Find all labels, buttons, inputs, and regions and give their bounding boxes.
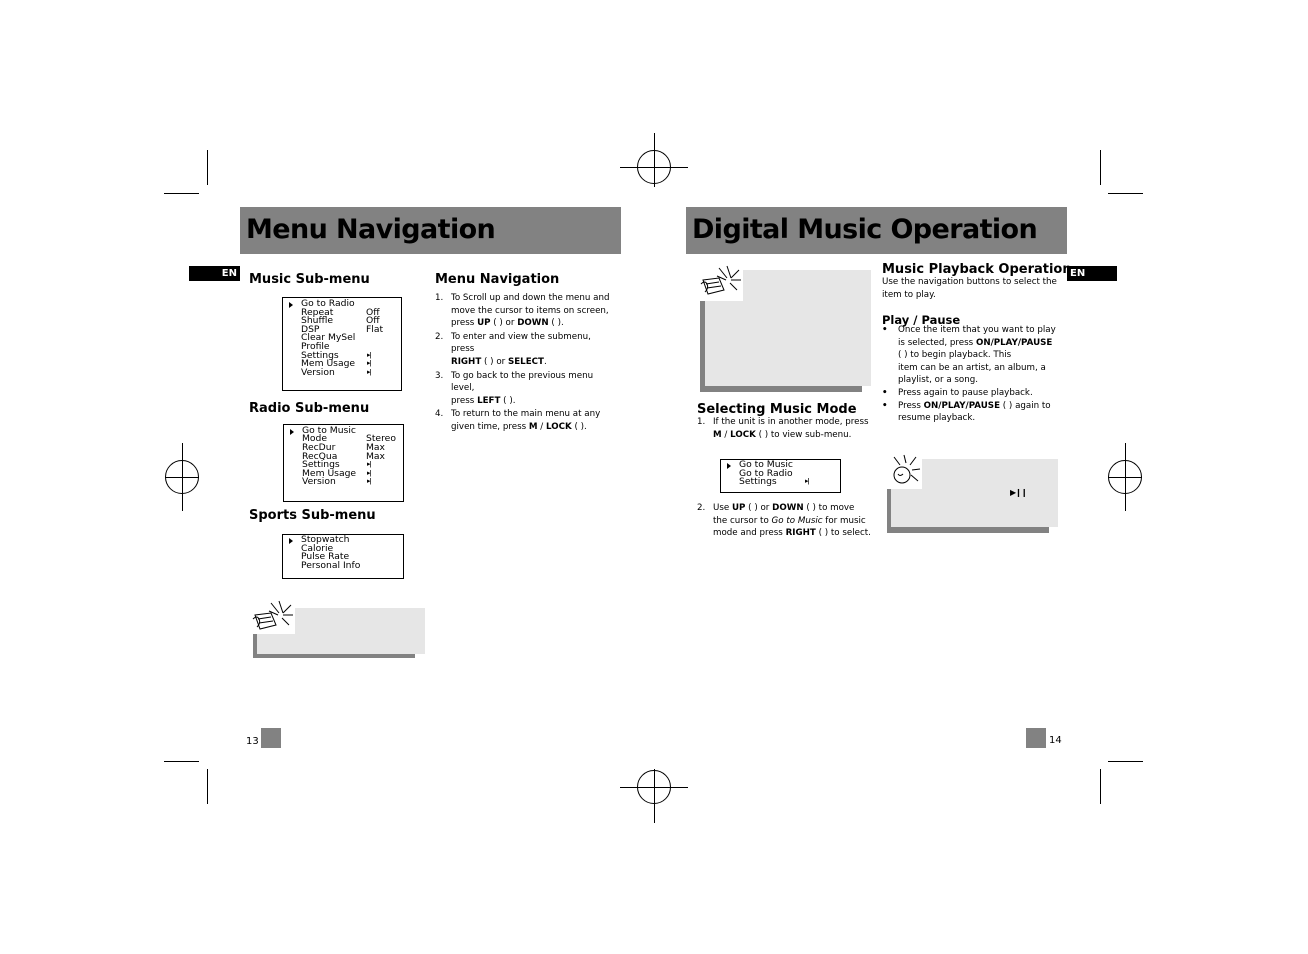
left-title-bar <box>240 207 621 254</box>
lcd-value: Stereo <box>366 433 396 444</box>
step-number: 1. <box>435 293 444 303</box>
bullet-text: item can be an artist, an album, a <box>898 362 1046 373</box>
key-down: DOWN <box>772 503 804 513</box>
lcd-row: Clear MySel <box>301 332 356 343</box>
sports-submenu-heading: Sports Sub-menu <box>249 508 376 523</box>
cursor-arrow-icon <box>289 538 293 544</box>
step-text: / <box>537 421 546 432</box>
bullet-item <box>882 324 1060 387</box>
lcd-row: Settings <box>739 476 777 487</box>
lcd-row: Shuffle <box>301 315 334 326</box>
crop-mark <box>1100 150 1101 185</box>
lcd-row: Settings <box>302 459 340 470</box>
step-text: To return to the main menu at any <box>451 409 601 420</box>
step-number: 2. <box>435 331 444 342</box>
submenu-arrow-icon: ▸ǀ <box>367 368 371 376</box>
bullet-mark: • <box>882 325 888 335</box>
key-select: SELECT <box>507 356 544 367</box>
key-on-play-pause: ON/PLAY/PAUSE <box>975 337 1053 348</box>
lcd-value: Off <box>366 307 380 318</box>
step-text: ( ). <box>571 421 587 432</box>
bullet-text: resume playback. <box>898 413 976 424</box>
lcd-row: Stopwatch <box>301 534 350 545</box>
cursor-arrow-icon <box>290 429 294 435</box>
cursor-arrow-icon <box>727 463 731 469</box>
step-item <box>435 292 615 330</box>
lcd-row: Pulse Rate <box>301 551 350 562</box>
step-text: / <box>721 429 731 440</box>
play-pause-heading: Play / Pause <box>882 313 961 327</box>
lcd-row: Settings <box>301 350 339 361</box>
radio-submenu-lcd <box>283 424 404 502</box>
key-m: M <box>528 421 538 432</box>
tip-box-right-top <box>697 264 873 392</box>
bullet-text: is selected, press <box>898 337 976 348</box>
submenu-arrow-icon: ▸ǀ <box>367 359 371 367</box>
page-title-left: Menu Navigation <box>246 214 496 245</box>
crop-mark <box>1108 761 1143 762</box>
bullet-item <box>882 387 1060 400</box>
crop-mark <box>164 761 199 762</box>
step-text: given time, press <box>451 421 529 432</box>
step-text: ( ) to move <box>803 503 855 513</box>
submenu-arrow-icon: ▸ǀ <box>367 469 371 477</box>
key-lock: LOCK <box>730 429 756 440</box>
lcd-row: Mode <box>302 433 328 444</box>
tip-box-left <box>249 599 425 659</box>
bullet-text: ( ) to begin playback. This <box>898 350 1012 361</box>
step-text: Use <box>713 503 732 513</box>
lcd-value: Off <box>366 315 380 326</box>
bullet-item <box>882 400 1060 425</box>
registration-mark-v <box>654 133 655 187</box>
step-item <box>697 502 873 540</box>
page-number-left: 13 <box>246 736 259 747</box>
note-icon <box>697 264 743 301</box>
step-number: 1. <box>697 417 706 427</box>
selecting-music-heading: Selecting Music Mode <box>697 402 857 417</box>
key-on-play-pause: ON/PLAY/PAUSE <box>923 400 1000 411</box>
step-text: ( ) or <box>490 318 518 329</box>
submenu-arrow-icon: ▸ǀ <box>367 351 371 359</box>
bullet-text: Press again to pause playback. <box>898 387 1033 398</box>
step-text: ( ) to select. <box>815 528 871 539</box>
step-item <box>435 331 615 369</box>
step-item <box>435 408 615 433</box>
lcd-row: RecDur <box>302 442 336 453</box>
step-text: press <box>451 395 478 406</box>
intro-text: Use the navigation buttons to select the <box>882 277 1057 287</box>
bullet-text: ( ) again to <box>1000 400 1051 411</box>
music-submenu-lcd <box>282 297 402 391</box>
lcd-row: Profile <box>301 341 330 352</box>
tip-icon <box>884 453 922 489</box>
lcd-row: Mem Usage <box>301 358 356 369</box>
playback-intro <box>882 276 1062 301</box>
submenu-arrow-icon: ▸ǀ <box>367 460 371 468</box>
lcd-row: Mem Usage <box>302 468 357 479</box>
key-up: UP <box>477 318 491 329</box>
step-item <box>697 416 873 441</box>
lcd-row: Go to Radio <box>301 298 355 309</box>
cursor-arrow-icon <box>289 302 293 308</box>
tip-box-right-bottom <box>884 453 1060 535</box>
radio-submenu-heading: Radio Sub-menu <box>249 401 370 416</box>
lcd-row: Calorie <box>301 543 334 554</box>
lcd-row: Version <box>301 367 335 378</box>
playback-heading: Music Playback Operation <box>882 262 1072 277</box>
step-number: 2. <box>697 503 706 513</box>
crop-mark <box>1100 769 1101 804</box>
step-number: 3. <box>435 370 444 381</box>
lcd-value: Max <box>366 442 385 453</box>
step-text: . <box>543 356 547 367</box>
bullet-mark: • <box>882 400 888 411</box>
step-text: ( ). <box>548 318 564 329</box>
registration-mark-v <box>654 769 655 823</box>
step-text: If the unit is in another mode, press <box>713 417 869 427</box>
submenu-arrow-icon: ▸ǀ <box>367 477 371 485</box>
submenu-arrow-icon: ▸ǀ <box>805 477 809 485</box>
menu-navigation-heading: Menu Navigation <box>435 272 560 287</box>
page-number-right: 14 <box>1049 735 1062 746</box>
bullet-mark: • <box>882 387 888 398</box>
bullet-text: playlist, or a song. <box>898 375 979 386</box>
step-text: ( ) or <box>481 356 508 367</box>
music-submenu-heading: Music Sub-menu <box>249 272 370 287</box>
sports-submenu-lcd <box>282 534 404 579</box>
lcd-row: DSP <box>301 324 320 335</box>
step-text-italic: Go to Music <box>771 515 823 526</box>
intro-text: item to play. <box>882 289 936 300</box>
bullet-text: Once the item that you want to play <box>898 325 1056 335</box>
lcd-row: Go to Music <box>302 425 356 436</box>
page-marker-left <box>261 728 281 748</box>
lcd-row: RecQua <box>302 451 338 462</box>
selecting-step-2 <box>697 502 873 540</box>
key-right: RIGHT <box>785 528 816 539</box>
lcd-row: Go to Music <box>739 459 793 470</box>
step-text: To Scroll up and down the menu and <box>451 293 610 303</box>
right-title-bar <box>686 207 1067 254</box>
step-text: To enter and view the submenu, press <box>451 331 591 355</box>
registration-mark-v <box>1125 443 1126 511</box>
key-left: LEFT <box>477 395 501 406</box>
lcd-row: Personal Info <box>301 560 361 571</box>
step-text: ( ) or <box>745 503 773 513</box>
key-lock: LOCK <box>546 421 572 432</box>
lcd-row: Version <box>302 476 336 487</box>
step-text: mode and press <box>713 528 786 539</box>
step-text: the cursor to <box>713 515 772 526</box>
music-mode-lcd <box>720 459 841 493</box>
crop-mark <box>207 150 208 185</box>
menu-navigation-steps <box>435 292 615 434</box>
step-text: move the cursor to items on screen, <box>451 305 609 316</box>
lcd-value: Flat <box>366 324 384 335</box>
registration-mark-v <box>182 443 183 511</box>
step-number: 4. <box>435 409 444 420</box>
crop-mark <box>164 193 199 194</box>
bullet-text: Press <box>898 400 924 411</box>
step-text: ( ) to view sub-menu. <box>755 429 852 440</box>
crop-mark <box>1108 193 1143 194</box>
key-down: DOWN <box>517 318 549 329</box>
play-pause-bullets <box>882 324 1060 425</box>
tip-icon <box>697 264 743 301</box>
note-icon <box>884 453 922 489</box>
selecting-step-1 <box>697 416 873 441</box>
lang-tab-left: EN <box>189 266 240 281</box>
key-m: M <box>713 429 722 440</box>
lang-tab-right: EN <box>1067 266 1117 281</box>
step-text: for music <box>822 515 866 526</box>
step-text: press <box>451 318 478 329</box>
page-marker-right <box>1026 728 1046 748</box>
crop-mark <box>207 769 208 804</box>
note-icon <box>249 599 295 634</box>
lcd-row: Repeat <box>301 307 334 318</box>
page-title-right: Digital Music Operation <box>692 214 1038 245</box>
step-text: ( ). <box>500 395 516 406</box>
lcd-value: Max <box>366 451 385 462</box>
key-right: RIGHT <box>451 356 482 367</box>
play-pause-icon: ▶❙❙ <box>1010 488 1027 497</box>
step-item <box>435 370 615 408</box>
step-text: To go back to the previous menu level, <box>451 370 594 394</box>
key-up: UP <box>732 503 746 513</box>
lcd-row: Go to Radio <box>739 468 793 479</box>
tip-icon <box>249 599 295 634</box>
